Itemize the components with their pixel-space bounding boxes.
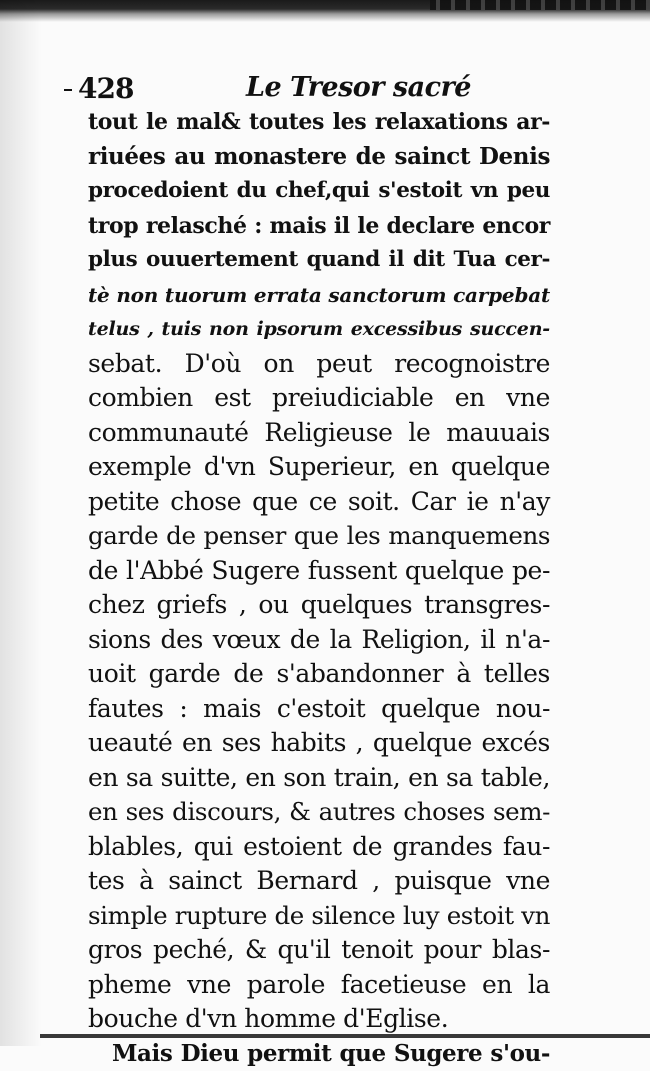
text-line-27: bouche d'vn homme d'Eglise. [88,1002,550,1037]
text-line-26: pheme vne parole facetieuse en la [88,968,550,1003]
text-line-16: sions des vœux de la Religion, il n'a- [88,623,550,658]
page-top-edge-torn [430,0,650,10]
text-line-2: riuées au monastere de sainct Denis [88,140,550,175]
text-line-8: sebat. D'où on peut recognoistre [88,347,550,382]
text-line-19: ueauté en ses habits , quelque excés [88,726,550,761]
text-line-12: petite chose que ce soit. Car ie n'ay [88,485,550,520]
text-line-21: en ses discours, & autres choses sem- [88,795,550,830]
text-line-4: trop relasché : mais il le declare encor [88,209,550,244]
text-line-9: combien est preiudiciable en vne [88,381,550,416]
text-line-13: garde de penser que les manquemens [88,519,550,554]
page-number: 428 [78,72,133,105]
text-line-20: en sa suitte, en son train, en sa table, [88,761,550,796]
running-title: Le Tresor sacré [246,72,471,103]
text-line-24: simple rupture de silence luy estoit vn [88,899,550,934]
text-line-22: blables, qui estoient de grandes fau- [88,830,550,865]
text-line-18: fautes : mais c'estoit quelque nou- [88,692,550,727]
text-line-15: chez griefs , ou quelques transgres- [88,588,550,623]
text-line-5: plus ouuertement quand il dit Tua cer- [88,243,550,278]
text-line-11: exemple d'vn Superieur, en quelque [88,450,550,485]
text-line-17: uoit garde de s'abandonner à telles [88,657,550,692]
text-line-25: gros peché, & qu'il tenoit pour blas- [88,933,550,968]
text-line-28: Mais Dieu permit que Sugere s'ou- [88,1037,550,1071]
binding-shadow [0,0,42,1046]
text-line-14: de l'Abbé Sugere fussent quelque pe- [88,554,550,589]
text-line-1: tout le mal& toutes les relaxations ar- [88,105,550,140]
text-line-6: tè non tuorum errata sanctorum carpebat [88,278,550,313]
text-line-10: communauté Religieuse le mauuais [88,416,550,451]
page-bottom-edge [40,1034,650,1038]
body-text [88,105,550,1071]
text-line-7: telus , tuis non ipsorum excessibus succen- [88,312,550,347]
text-line-23: tes à sainct Bernard , puisque vne [88,864,550,899]
text-line-3: procedoient du chef,qui s'estoit vn peu [88,174,550,209]
